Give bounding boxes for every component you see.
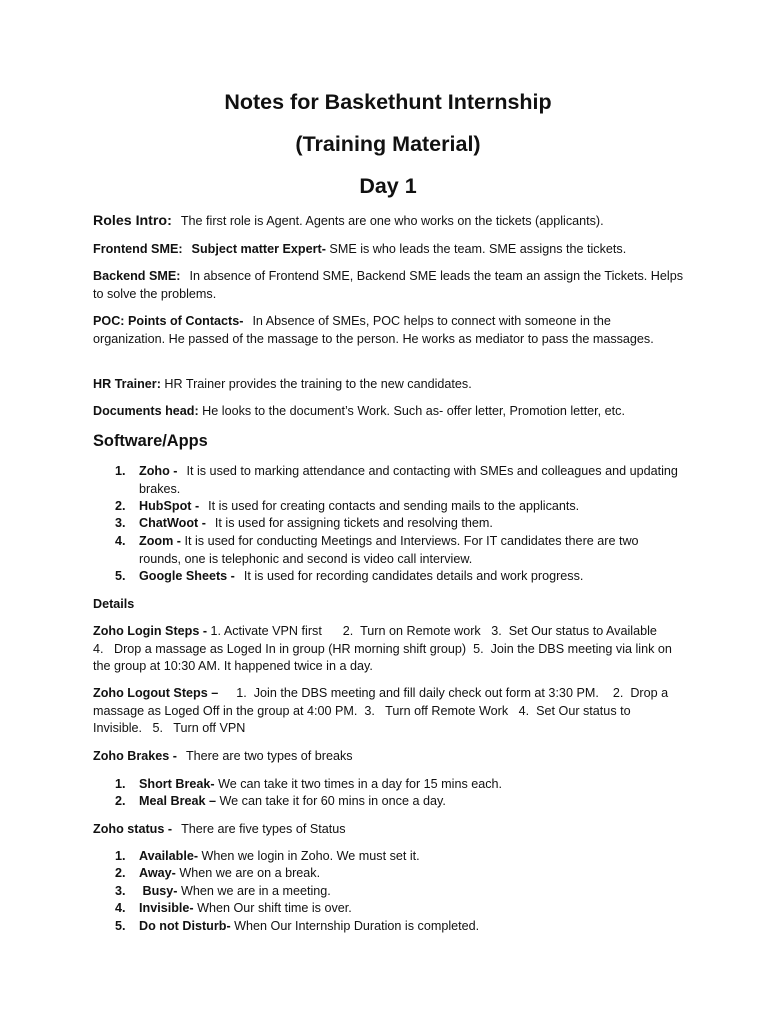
status-item-do-not-disturb (93, 918, 683, 936)
status-name: Invisible- (139, 901, 194, 915)
zoho-logout-paragraph (93, 685, 683, 738)
poc-label: POC: Points of Contacts- (93, 314, 244, 328)
poc-text: In Absence of SMEs, POC helps to connect with someone in the organization. He passed of the massage to the person. He works as mediator to pass the massages. (93, 314, 654, 346)
software-desc: It is used for assigning tickets and resolving them. (214, 516, 493, 530)
frontend-sme-label: Frontend SME: (93, 242, 183, 256)
software-desc: It is used for conducting Meetings and Interviews. For IT candidates there are two rounds, one is telephonic and second is video call interview. (139, 534, 639, 566)
zoho-logout-label: Zoho Logout Steps – (93, 686, 219, 700)
list-number: 4. (115, 901, 126, 915)
software-name: Zoom - (139, 534, 181, 548)
frontend-sme-sublabel: Subject matter Expert- (191, 242, 326, 256)
backend-sme-paragraph (93, 268, 683, 303)
frontend-sme-text: SME is who leads the team. SME assigns the tickets. (329, 242, 627, 256)
status-item-available (93, 848, 683, 866)
status-item-away (93, 865, 683, 883)
list-number: 5. (115, 569, 126, 583)
list-number: 1. (115, 849, 126, 863)
list-number: 4. (115, 534, 126, 548)
zoho-status-paragraph (93, 821, 683, 839)
status-name: Do not Disturb- (139, 919, 231, 933)
break-name: Short Break- (139, 777, 215, 791)
roles-intro-text: The first role is Agent. Agents are one who works on the tickets (applicants). (180, 214, 604, 228)
software-name: ChatWoot - (139, 516, 206, 530)
documents-head-text: He looks to the document’s Work. Such as- offer letter, Promotion letter, etc. (202, 404, 625, 418)
software-desc: It is used for creating contacts and sending mails to the applicants. (208, 499, 580, 513)
documents-head-paragraph (93, 403, 683, 421)
software-item-hubspot (93, 498, 683, 516)
zoho-login-paragraph (93, 623, 683, 676)
status-desc: When we are on a break. (179, 866, 321, 880)
document-subtitle: (Training Material) (295, 132, 481, 156)
status-desc: When Our shift time is over. (197, 901, 352, 915)
list-number: 2. (115, 866, 126, 880)
document-title: Notes for Baskethunt Internship (224, 90, 552, 114)
zoho-login-label: Zoho Login Steps - (93, 624, 208, 638)
software-name: HubSpot - (139, 499, 200, 513)
day-heading: Day 1 (359, 174, 417, 198)
software-item-google-sheets (93, 568, 683, 586)
zoho-brakes-text: There are two types of breaks (185, 749, 353, 763)
list-number: 3. (115, 516, 126, 530)
break-item-short (93, 776, 683, 794)
break-desc: We can take it two times in a day for 15 mins each. (218, 777, 503, 791)
status-name: Away- (139, 866, 176, 880)
software-name: Google Sheets - (139, 569, 235, 583)
break-name: Meal Break – (139, 794, 217, 808)
backend-sme-label: Backend SME: (93, 269, 181, 283)
zoho-brakes-paragraph (93, 748, 683, 766)
zoho-brakes-label: Zoho Brakes - (93, 749, 177, 763)
zoho-login-text: 1. Activate VPN first 2. Turn on Remote work 3. Set Our status to Available 4. Drop a massage as Loged In in group (HR morning shift group) 5. Join the DBS meeting via link on the group at 10:30 AM. It happened twice in a day. (93, 624, 676, 674)
software-name: Zoho - (139, 464, 178, 478)
list-number: 3. (115, 884, 126, 898)
roles-intro-label: Roles Intro: (93, 213, 172, 229)
status-desc: When Our Internship Duration is completed. (234, 919, 480, 933)
software-item-zoho (93, 463, 683, 498)
zoho-logout-text: 1. Join the DBS meeting and fill daily check out form at 3:30 PM. 2. Drop a massage as Loged Off in the group at 4:00 PM. 3. Turn off Remote Work 4. Set Our status to Invisible. 5. Turn off VPN (93, 686, 672, 736)
hr-trainer-label: HR Trainer: (93, 377, 161, 391)
hr-trainer-paragraph (93, 376, 683, 394)
details-heading: Details (93, 597, 135, 611)
poc-paragraph (93, 313, 683, 348)
list-number: 2. (115, 794, 126, 808)
list-number: 2. (115, 499, 126, 513)
zoho-status-label: Zoho status - (93, 822, 173, 836)
zoho-status-text: There are five types of Status (181, 822, 346, 836)
software-item-chatwoot (93, 515, 683, 533)
frontend-sme-paragraph (93, 241, 683, 259)
status-desc: When we login in Zoho. We must set it. (201, 849, 420, 863)
list-number: 1. (115, 777, 126, 791)
backend-sme-text: In absence of Frontend SME, Backend SME leads the team an assign the Tickets. Helps to solve the problems. (93, 269, 684, 301)
status-item-invisible (93, 900, 683, 918)
software-desc: It is used for recording candidates details and work progress. (243, 569, 584, 583)
hr-trainer-text: HR Trainer provides the training to the new candidates. (164, 377, 472, 391)
documents-head-label: Documents head: (93, 404, 199, 418)
list-number: 1. (115, 464, 126, 478)
software-item-zoom (93, 533, 683, 568)
break-desc: We can take it for 60 mins in once a day. (219, 794, 446, 808)
list-number: 5. (115, 919, 126, 933)
software-heading: Software/Apps (93, 432, 208, 450)
break-item-meal (93, 793, 683, 811)
status-item-busy (93, 883, 683, 901)
status-name: Available- (139, 849, 199, 863)
status-name: Busy- (139, 884, 178, 898)
status-desc: When we are in a meeting. (181, 884, 331, 898)
software-desc: It is used to marking attendance and contacting with SMEs and colleagues and updating brakes. (139, 464, 678, 496)
roles-intro-paragraph (93, 213, 683, 231)
